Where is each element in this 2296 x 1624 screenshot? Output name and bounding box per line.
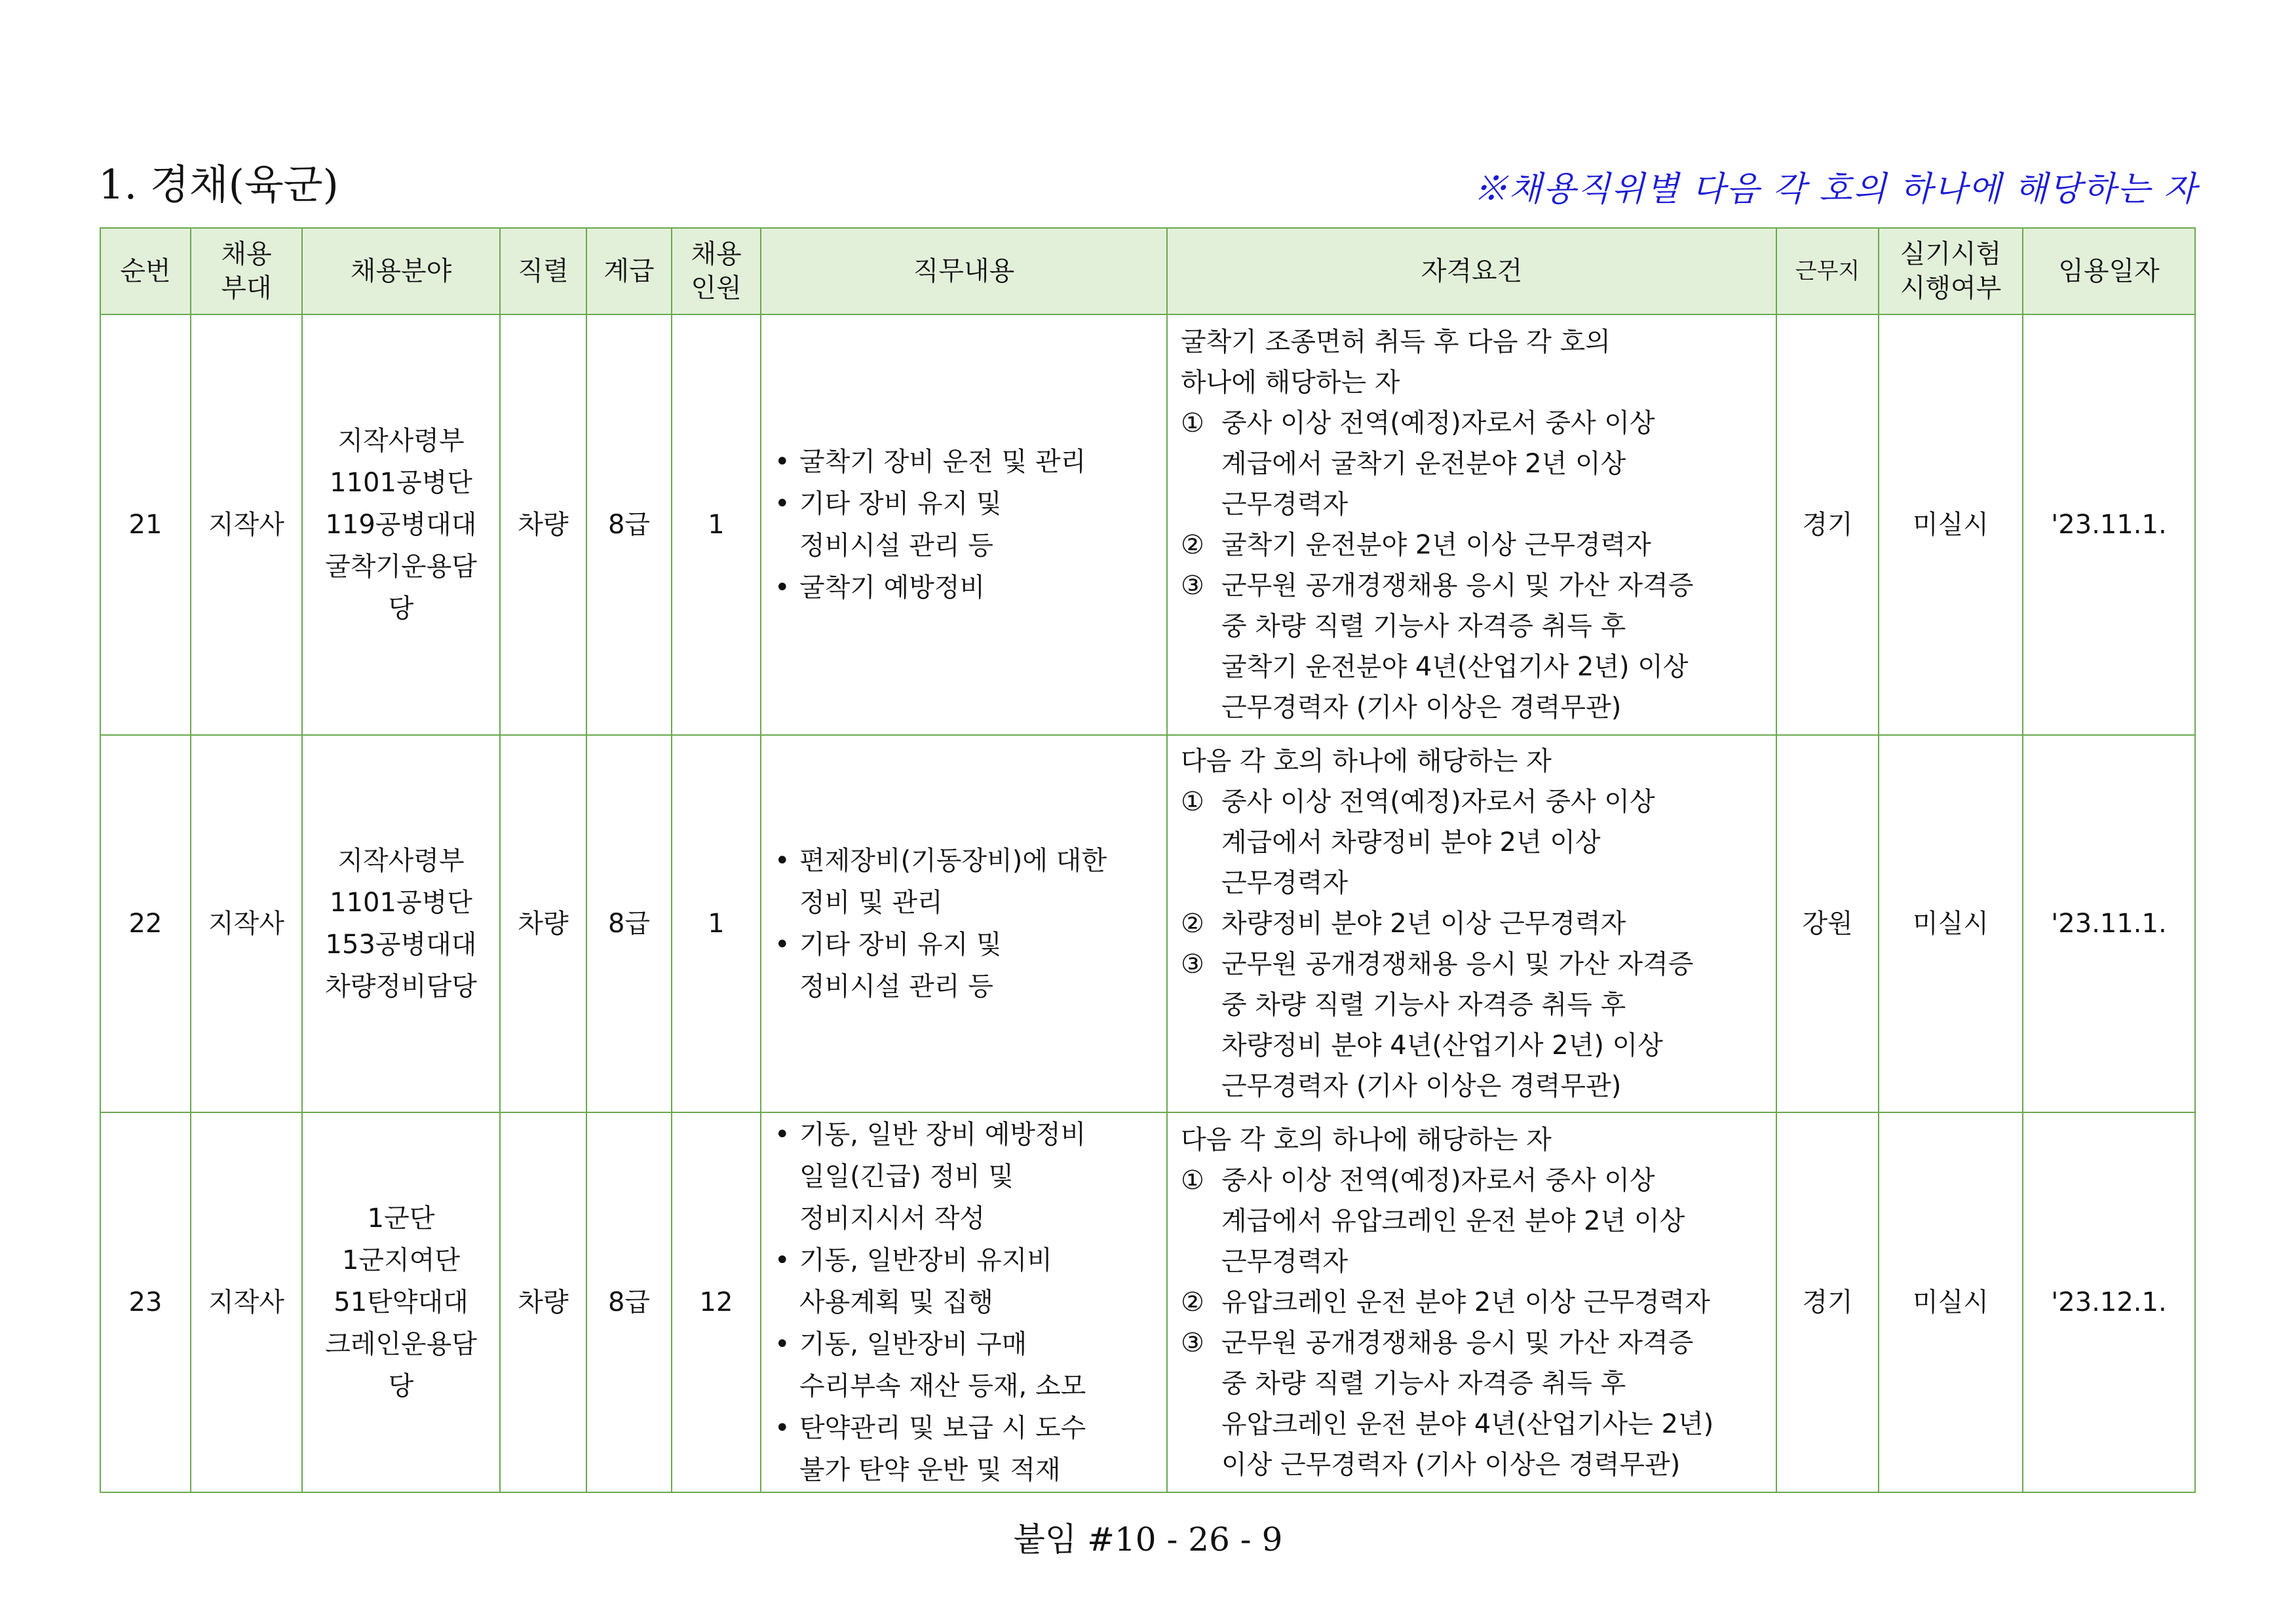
duty-item: • 기동, 일반장비 유지비 사용계획 및 집행 [775, 1239, 1160, 1323]
qualification-item [1181, 1160, 1769, 1282]
appointment-date-cell: '23.11.1. [2023, 735, 2195, 1112]
qualification-item [1181, 782, 1769, 903]
location-cell: 강원 [1776, 735, 1879, 1112]
qualification-number: ① [1181, 408, 1204, 438]
qualification-text: 중사 이상 전역(예정)자로서 중사 이상 계급에서 차량정비 분야 2년 이상 근무경력자 [1221, 787, 1655, 898]
practical-exam-cell: 미실시 [1879, 1112, 2023, 1492]
header-appointment-date: 임용일자 [2023, 228, 2195, 314]
header-practical-exam: 실기시험 시행여부 [1879, 228, 2023, 314]
unit-cell: 지작사 [191, 314, 302, 735]
qualification-text: 유압크레인 운전 분야 2년 이상 근무경력자 [1221, 1287, 1710, 1317]
qualification-item [1181, 903, 1769, 944]
header-unit: 채용 부대 [191, 228, 302, 314]
duty-item: • 편제장비(기동장비)에 대한 정비 및 관리 [775, 840, 1160, 924]
qualification-intro: 굴착기 조종면허 취득 후 다음 각 호의 하나에 해당하는 자 [1181, 327, 1611, 398]
qualification-text: 굴착기 운전분야 2년 이상 근무경력자 [1221, 530, 1651, 560]
recruitment-table [100, 227, 2196, 1493]
header-qualifications: 자격요건 [1167, 228, 1776, 314]
qualification-number: ③ [1181, 949, 1204, 979]
header-series: 직렬 [500, 228, 586, 314]
duty-item: • 기동, 일반 장비 예방정비 일일(긴급) 정비 및 정비지시서 작성 [775, 1114, 1160, 1239]
header-location: 근무지 [1776, 228, 1879, 314]
series-cell: 차량 [500, 735, 586, 1112]
header-count: 채용 인원 [672, 228, 761, 314]
row-number-cell: 23 [100, 1112, 191, 1492]
count-cell: 1 [672, 314, 761, 735]
qualifications-cell [1167, 1112, 1776, 1492]
duties-cell [761, 1112, 1167, 1492]
qualification-text: 군무원 공개경쟁채용 응시 및 가산 자격증 중 차량 직렬 기능사 자격증 취득 후 차량정비 분야 4년(산업기사 2년) 이상 근무경력자 (기사 이상은 경력무관) [1221, 949, 1694, 1101]
duty-item: • 굴착기 장비 운전 및 관리 [775, 441, 1160, 483]
qualification-number: ② [1181, 530, 1204, 560]
table-row [100, 1112, 2195, 1492]
duty-item: • 굴착기 예방정비 [775, 567, 1160, 609]
field-cell: 지작사령부 1101공병단 119공병대대 굴착기운용담 당 [302, 314, 500, 735]
qualification-item [1181, 944, 1769, 1106]
header-duties: 직무내용 [761, 228, 1167, 314]
series-cell: 차량 [500, 1112, 586, 1492]
qualification-item [1181, 525, 1769, 565]
count-cell: 12 [672, 1112, 761, 1492]
appointment-date-cell: '23.12.1. [2023, 1112, 2195, 1492]
count-cell: 1 [672, 735, 761, 1112]
qualification-item [1181, 565, 1769, 728]
qualification-text: 중사 이상 전역(예정)자로서 중사 이상 계급에서 굴착기 운전분야 2년 이상 근무경력자 [1221, 408, 1655, 519]
header-field: 채용분야 [302, 228, 500, 314]
location-cell: 경기 [1776, 1112, 1879, 1492]
qualification-text: 군무원 공개경쟁채용 응시 및 가산 자격증 중 차량 직렬 기능사 자격증 취득 후 굴착기 운전분야 4년(산업기사 2년) 이상 근무경력자 (기사 이상은 경력무관) [1221, 571, 1694, 723]
practical-exam-cell: 미실시 [1879, 314, 2023, 735]
duty-item: • 기타 장비 유지 및 정비시설 관리 등 [775, 483, 1160, 567]
qualifications-cell [1167, 735, 1776, 1112]
series-cell: 차량 [500, 314, 586, 735]
qualification-intro: 다음 각 호의 하나에 해당하는 자 [1181, 746, 1552, 776]
requirement-note: ※채용직위별 다음 각 호의 하나에 해당하는 자 [1473, 170, 2198, 209]
practical-exam-cell: 미실시 [1879, 735, 2023, 1112]
row-number-cell: 21 [100, 314, 191, 735]
duties-cell [761, 735, 1167, 1112]
page-footer: 붙임 #10 - 26 - 9 [1013, 1520, 1283, 1558]
unit-cell: 지작사 [191, 1112, 302, 1492]
qualification-text: 중사 이상 전역(예정)자로서 중사 이상 계급에서 유압크레인 운전 분야 2년 이상 근무경력자 [1221, 1165, 1685, 1277]
field-cell: 1군단 1군지여단 51탄약대대 크레인운용담 당 [302, 1112, 500, 1492]
qualification-text: 차량정비 분야 2년 이상 근무경력자 [1221, 909, 1626, 939]
row-number-cell: 22 [100, 735, 191, 1112]
grade-cell: 8급 [586, 735, 672, 1112]
qualification-number: ① [1181, 787, 1204, 817]
duty-item: • 기타 장비 유지 및 정비시설 관리 등 [775, 924, 1160, 1008]
qualification-number: ① [1181, 1165, 1204, 1196]
section-title: 1. 경채(육군) [98, 161, 339, 208]
qualification-item [1181, 1282, 1769, 1323]
qualification-number: ② [1181, 909, 1204, 939]
qualification-text: 군무원 공개경쟁채용 응시 및 가산 자격증 중 차량 직렬 기능사 자격증 취득 후 유압크레인 운전 분야 4년(산업기사는 2년) 이상 근무경력자 (기사 이상은 경력무관) [1221, 1328, 1714, 1480]
appointment-date-cell: '23.11.1. [2023, 314, 2195, 735]
duty-item: • 기동, 일반장비 구매 수리부속 재산 등재, 소모 [775, 1323, 1160, 1407]
table-header-row [100, 228, 2195, 314]
field-cell: 지작사령부 1101공병단 153공병대대 차량정비담당 [302, 735, 500, 1112]
unit-cell: 지작사 [191, 735, 302, 1112]
qualification-intro: 다음 각 호의 하나에 해당하는 자 [1181, 1125, 1552, 1155]
grade-cell: 8급 [586, 314, 672, 735]
qualification-number: ③ [1181, 571, 1204, 601]
table-row [100, 314, 2195, 735]
qualification-number: ③ [1181, 1328, 1204, 1358]
header-no: 순번 [100, 228, 191, 314]
qualification-number: ② [1181, 1287, 1204, 1317]
duties-cell [761, 314, 1167, 735]
qualification-item [1181, 1323, 1769, 1485]
duty-item: • 탄약관리 및 보급 시 도수 불가 탄약 운반 및 적재 [775, 1407, 1160, 1491]
qualification-item [1181, 403, 1769, 525]
grade-cell: 8급 [586, 1112, 672, 1492]
location-cell: 경기 [1776, 314, 1879, 735]
qualifications-cell [1167, 314, 1776, 735]
header-grade: 계급 [586, 228, 672, 314]
table-row [100, 735, 2195, 1112]
